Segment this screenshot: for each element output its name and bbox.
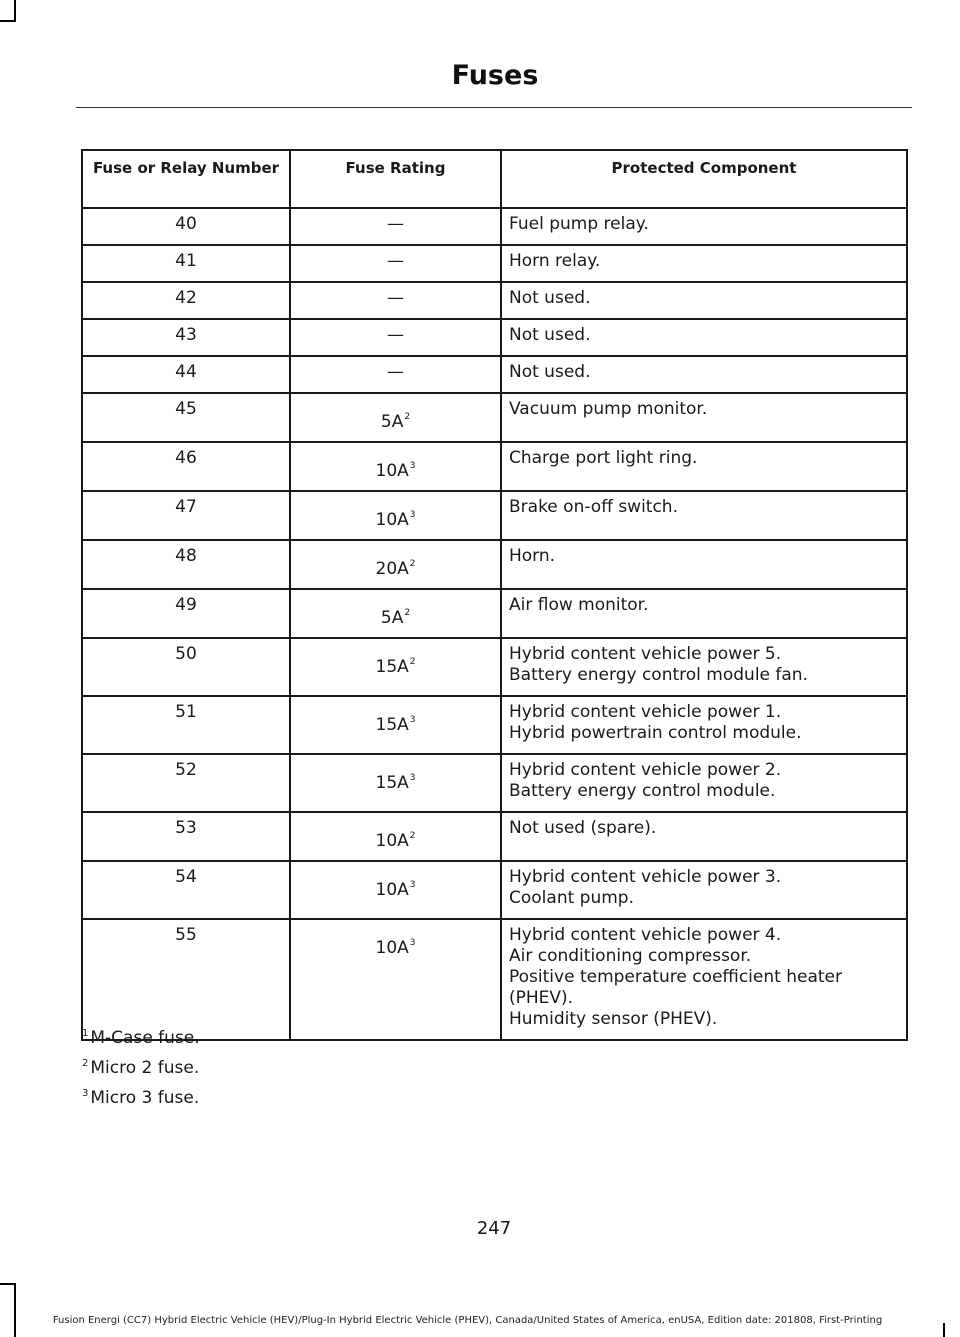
fuse-rating-cell <box>290 919 501 1040</box>
table-row <box>82 754 907 812</box>
protected-component: Not used. <box>509 288 591 308</box>
protected-component: Air flow monitor. <box>509 595 649 615</box>
fuse-number: 50 <box>175 644 197 664</box>
footnote-reference: 3 <box>409 773 416 783</box>
protected-component-cell <box>501 319 907 356</box>
table-header-row <box>82 150 907 208</box>
page-title: Fuses <box>451 60 539 91</box>
fuse-rating <box>291 862 500 909</box>
fuse-number-cell <box>82 491 290 540</box>
fuse-rating <box>291 590 500 637</box>
fuse-rating <box>291 246 500 280</box>
table-row <box>82 319 907 356</box>
footnote-text: Micro 3 fuse. <box>90 1088 200 1108</box>
fuse-rating-cell <box>290 356 501 393</box>
protected-component: Horn relay. <box>509 251 601 271</box>
table-row <box>82 812 907 861</box>
fuse-number: 42 <box>175 288 197 308</box>
table-row <box>82 589 907 638</box>
crop-mark <box>14 1283 16 1337</box>
fuse-number: 54 <box>175 867 197 887</box>
fuse-number-cell <box>82 589 290 638</box>
table-row <box>82 393 907 442</box>
fuse-rating-value: 10A <box>375 831 409 851</box>
protected-component: Hybrid content vehicle power 5. <box>509 644 782 664</box>
fuse-rating-cell <box>290 589 501 638</box>
fuse-number-cell <box>82 208 290 245</box>
footnote-mark: 1 <box>82 1028 89 1039</box>
fuse-rating-cell <box>290 638 501 696</box>
protected-component: Coolant pump. <box>509 888 634 908</box>
fuse-number-cell <box>82 812 290 861</box>
table-row <box>82 208 907 245</box>
fuse-table-body <box>82 208 907 1040</box>
protected-component: Hybrid powertrain control module. <box>509 723 802 743</box>
fuse-rating <box>291 639 500 686</box>
fuse-rating-cell <box>290 861 501 919</box>
protected-component: Not used. <box>509 325 591 345</box>
fuse-rating-value: — <box>387 362 404 382</box>
footnote <box>81 1051 200 1081</box>
protected-component-cell <box>501 812 907 861</box>
protected-component: Humidity sensor (PHEV). <box>509 1009 718 1029</box>
protected-component-cell <box>501 356 907 393</box>
fuse-number-cell <box>82 696 290 754</box>
protected-component-cell <box>501 638 907 696</box>
fuse-number: 49 <box>175 595 197 615</box>
fuse-rating-value: — <box>387 214 404 234</box>
footer-text: Fusion Energi (CC7) Hybrid Electric Vehicle (HEV)/Plug-In Hybrid Electric Vehicle (PHEV), Canada/United States of America, enUSA, Edition date: 201808, First-Printing <box>52 1315 883 1326</box>
fuse-number-cell <box>82 540 290 589</box>
fuse-number-cell <box>82 754 290 812</box>
footnote-reference: 2 <box>409 657 416 667</box>
fuse-rating-cell <box>290 442 501 491</box>
table-row <box>82 491 907 540</box>
fuse-number-cell <box>82 356 290 393</box>
fuse-number-cell <box>82 319 290 356</box>
footnote-reference: 2 <box>409 559 416 569</box>
fuse-rating-cell <box>290 754 501 812</box>
fuse-rating <box>291 697 500 744</box>
fuse-number-cell <box>82 245 290 282</box>
fuse-number: 46 <box>175 448 197 468</box>
crop-mark <box>0 1283 16 1285</box>
fuse-rating-value: 15A <box>375 715 409 735</box>
header-fuse-rating: Fuse Rating <box>290 150 501 208</box>
fuse-rating-value: 10A <box>375 461 409 481</box>
table-row <box>82 245 907 282</box>
fuse-rating <box>291 755 500 802</box>
fuse-rating-cell <box>290 540 501 589</box>
title-divider <box>76 107 912 108</box>
protected-component: Fuel pump relay. <box>509 214 649 234</box>
table-row <box>82 919 907 1040</box>
fuse-rating-cell <box>290 812 501 861</box>
protected-component-cell <box>501 282 907 319</box>
fuse-rating-cell <box>290 319 501 356</box>
protected-component-cell <box>501 754 907 812</box>
fuse-rating-value: 10A <box>375 938 409 958</box>
table-row <box>82 282 907 319</box>
footnote-reference: 3 <box>409 938 416 948</box>
protected-component-cell <box>501 442 907 491</box>
protected-component: Hybrid content vehicle power 1. <box>509 702 782 722</box>
footnote-reference: 3 <box>409 510 416 520</box>
table-row <box>82 540 907 589</box>
fuse-number: 48 <box>175 546 197 566</box>
fuse-rating-value: 15A <box>375 773 409 793</box>
footnote-reference: 2 <box>409 831 416 841</box>
fuse-number-cell <box>82 861 290 919</box>
fuse-rating-value: 5A <box>380 608 404 628</box>
protected-component: Battery energy control module fan. <box>509 665 808 685</box>
protected-component: Vacuum pump monitor. <box>509 399 708 419</box>
protected-component-cell <box>501 245 907 282</box>
protected-component: Brake on-off switch. <box>509 497 678 517</box>
fuse-rating <box>291 443 500 490</box>
fuse-number-cell <box>82 442 290 491</box>
table-row <box>82 442 907 491</box>
footnotes <box>81 1021 200 1111</box>
fuse-rating <box>291 492 500 539</box>
table-row <box>82 638 907 696</box>
fuse-number: 45 <box>175 399 197 419</box>
fuse-rating <box>291 320 500 354</box>
protected-component: Positive temperature coefficient heater (PHEV). <box>509 967 842 1008</box>
fuse-number: 47 <box>175 497 197 517</box>
fuse-number: 43 <box>175 325 197 345</box>
fuse-rating <box>291 541 500 588</box>
protected-component: Not used (spare). <box>509 818 657 838</box>
fuse-rating <box>291 920 500 967</box>
protected-component-cell <box>501 861 907 919</box>
table-row <box>82 356 907 393</box>
fuse-rating-value: — <box>387 288 404 308</box>
protected-component-cell <box>501 540 907 589</box>
fuse-rating-cell <box>290 282 501 319</box>
protected-component-cell <box>501 919 907 1040</box>
header-protected-component: Protected Component <box>501 150 907 208</box>
page-number: 247 <box>476 1218 512 1239</box>
fuse-rating-value: — <box>387 325 404 345</box>
footnote-text: M-Case fuse. <box>90 1028 200 1048</box>
protected-component: Air conditioning compressor. <box>509 946 752 966</box>
fuse-rating-value: 15A <box>375 657 409 677</box>
fuse-rating-cell <box>290 696 501 754</box>
footnote-mark: 3 <box>82 1088 89 1099</box>
fuse-rating-cell <box>290 393 501 442</box>
fuse-number: 53 <box>175 818 197 838</box>
footnote-reference: 2 <box>404 608 411 618</box>
footnote-reference: 3 <box>409 715 416 725</box>
fuse-rating-value: 10A <box>375 880 409 900</box>
fuse-number-cell <box>82 393 290 442</box>
fuse-number: 40 <box>175 214 197 234</box>
protected-component: Hybrid content vehicle power 2. <box>509 760 782 780</box>
fuse-number: 52 <box>175 760 197 780</box>
fuse-rating-value: 5A <box>380 412 404 432</box>
crop-mark <box>0 20 16 22</box>
fuse-rating <box>291 394 500 441</box>
footnote <box>81 1021 200 1051</box>
fuse-rating-value: 10A <box>375 510 409 530</box>
footnote <box>81 1081 200 1111</box>
fuse-rating <box>291 209 500 243</box>
fuse-number: 51 <box>175 702 197 722</box>
fuse-rating <box>291 283 500 317</box>
protected-component: Horn. <box>509 546 556 566</box>
fuse-rating-cell <box>290 491 501 540</box>
protected-component-cell <box>501 696 907 754</box>
footnote-text: Micro 2 fuse. <box>90 1058 200 1078</box>
fuse-rating-cell <box>290 208 501 245</box>
footnote-reference: 3 <box>409 461 416 471</box>
footnote-reference: 3 <box>409 880 416 890</box>
fuse-number-cell <box>82 638 290 696</box>
fuse-number-cell <box>82 282 290 319</box>
crop-mark <box>14 0 16 22</box>
table-row <box>82 861 907 919</box>
footnote-mark: 2 <box>82 1058 89 1069</box>
protected-component-cell <box>501 491 907 540</box>
fuse-rating-value: 20A <box>375 559 409 579</box>
fuse-number: 55 <box>175 925 197 945</box>
fuse-rating-value: — <box>387 251 404 271</box>
table-row <box>82 696 907 754</box>
protected-component-cell <box>501 208 907 245</box>
protected-component: Battery energy control module. <box>509 781 776 801</box>
protected-component: Hybrid content vehicle power 3. <box>509 867 782 887</box>
fuse-rating <box>291 357 500 391</box>
fuse-table <box>81 149 908 1041</box>
protected-component: Not used. <box>509 362 591 382</box>
protected-component-cell <box>501 589 907 638</box>
fuse-rating-cell <box>290 245 501 282</box>
fuse-number: 44 <box>175 362 197 382</box>
protected-component: Hybrid content vehicle power 4. <box>509 925 782 945</box>
protected-component-cell <box>501 393 907 442</box>
fuse-rating <box>291 813 500 860</box>
crop-mark <box>943 1323 945 1337</box>
fuse-number: 41 <box>175 251 197 271</box>
footnote-reference: 2 <box>404 412 411 422</box>
protected-component: Charge port light ring. <box>509 448 698 468</box>
header-fuse-number: Fuse or Relay Number <box>82 150 290 208</box>
